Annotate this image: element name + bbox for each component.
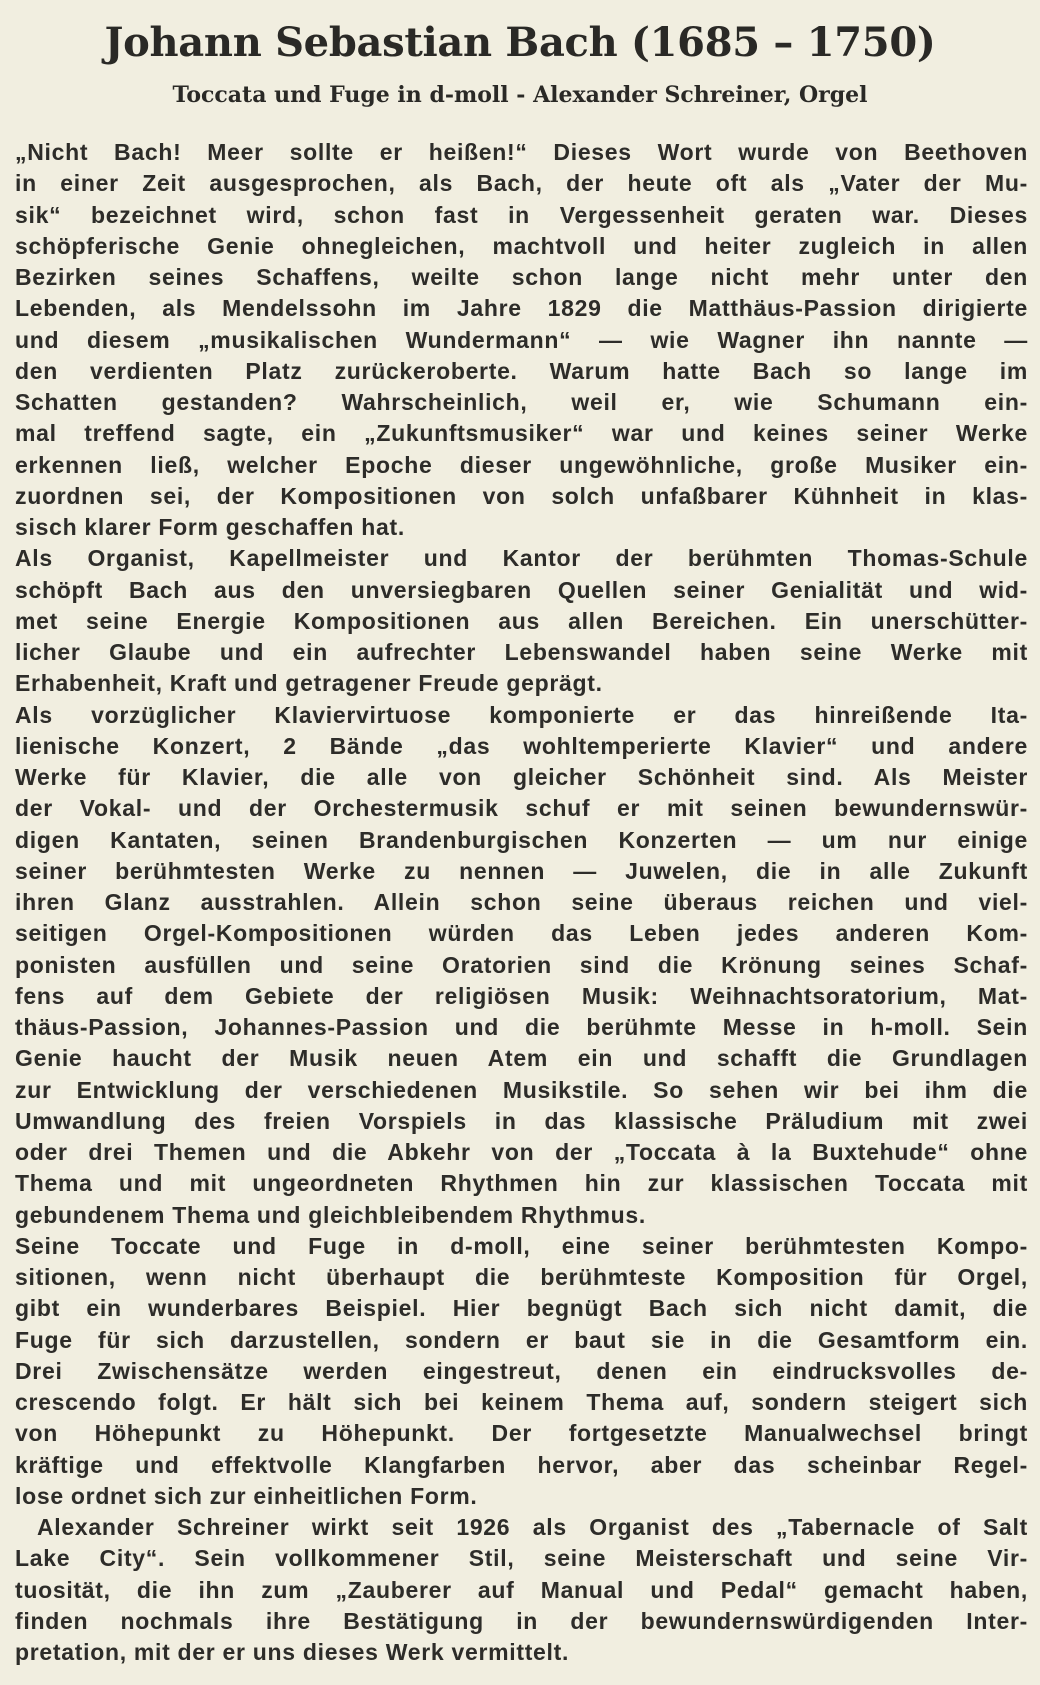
text-line: und diesem „musikalischen Wundermann“ — wie Wagner ihn nannte — — [15, 326, 1028, 353]
text-line: Thema und mit ungeordneten Rhythmen hin zur klassischen Toccata mit — [15, 1170, 1028, 1197]
text-line: sisch klarer Form geschaffen hat. — [15, 514, 405, 540]
text-line: pretation, mit der er uns dieses Werk vermittelt. — [15, 1639, 570, 1665]
text-line: Bezirken seines Schaffens, weilte schon lange nicht mehr unter den — [15, 264, 1028, 290]
text-line: sitionen, wenn nicht überhaupt die berühmteste Komposition für Orgel, — [15, 1264, 1028, 1290]
text-line: Genie haucht der Musik neuen Atem ein und schafft die Grundlagen — [15, 1045, 1028, 1072]
text-line: ihren Glanz ausstrahlen. Allein schon seine überaus reichen und viel- — [15, 889, 1028, 915]
text-line: licher Glaube und ein aufrechter Lebenswandel haben seine Werke mit — [15, 639, 1028, 665]
text-line: Lebenden, als Mendelssohn im Jahre 1829 die Matthäus-Passion dirigierte — [15, 295, 1028, 322]
paragraph — [15, 700, 1028, 1231]
text-line: gebundenem Thema und gleichbleibendem Rhythmus. — [15, 1201, 646, 1228]
text-line: seitigen Orgel-Kompositionen würden das Leben jedes anderen Kom- — [15, 920, 1028, 947]
text-line: Drei Zwischensätze werden eingestreut, denen ein eindrucksvolles de- — [15, 1357, 1028, 1384]
paragraph — [15, 137, 1028, 543]
article-body — [15, 137, 1028, 1668]
text-line: thäus-Passion, Johannes-Passion und die berühmte Messe in h-moll. Sein — [15, 1014, 1028, 1040]
text-line: seiner berühmtesten Werke zu nennen — Juwelen, die in alle Zukunft — [15, 857, 1028, 884]
text-line: gibt ein wunderbares Beispiel. Hier begnügt Bach sich nicht damit, die — [15, 1295, 1028, 1322]
text-line: der Vokal- und der Orchestermusik schuf er mit seinen bewundernswür- — [15, 795, 1028, 822]
text-line: kräftige und effektvolle Klangfarben hervor, aber das scheinbar Regel- — [15, 1451, 1028, 1478]
text-line: oder drei Themen und die Abkehr von der „Toccata à la Buxtehude“ ohne — [15, 1139, 1028, 1165]
text-line: Seine Toccate und Fuge in d-moll, eine seiner berühmtesten Kompo- — [15, 1232, 1028, 1259]
text-line: in einer Zeit ausgesprochen, als Bach, der heute oft als „Vater der Mu- — [15, 170, 1028, 197]
text-line: lienische Konzert, 2 Bände „das wohltemperierte Klavier“ und andere — [15, 732, 1028, 759]
text-line: von Höhepunkt zu Höhepunkt. Der fortgesetzte Manualwechsel bringt — [15, 1420, 1028, 1447]
text-line: Werke für Klavier, die alle von gleicher Schönheit sind. Als Meister — [15, 764, 1028, 790]
text-line: finden nochmals ihre Bestätigung in der bewundernswürdigenden Inter- — [15, 1607, 1028, 1634]
text-line: Als Organist, Kapellmeister und Kantor der berühmten Thomas-Schule — [15, 545, 1028, 572]
text-line: Alexander Schreiner wirkt seit 1926 als Organist des „Tabernacle of Salt — [37, 1514, 1028, 1540]
text-line: lose ordnet sich zur einheitlichen Form. — [15, 1482, 478, 1509]
text-line: schöpft Bach aus den unversiegbaren Quellen seiner Genialität und wid- — [15, 576, 1028, 603]
text-line: zur Entwicklung der verschiedenen Musikstile. So sehen wir bei ihm die — [15, 1076, 1028, 1103]
text-line: sik“ bezeichnet wird, schon fast in Vergessenheit geraten war. Dieses — [15, 201, 1028, 228]
text-line: tuosität, die ihn zum „Zauberer auf Manual und Pedal“ gemacht haben, — [15, 1576, 1028, 1603]
text-line: Erhabenheit, Kraft und getragener Freude geprägt. — [15, 670, 603, 697]
text-line: „Nicht Bach! Meer sollte er heißen!“ Dieses Wort wurde von Beethoven — [15, 139, 1028, 165]
text-line: Schatten gestanden? Wahrscheinlich, weil er, wie Schumann ein- — [15, 389, 1028, 415]
text-line: met seine Energie Kompositionen aus allen Bereichen. Ein unerschütter- — [15, 607, 1028, 634]
paragraph — [15, 1512, 1028, 1668]
text-line: digen Kantaten, seinen Brandenburgischen Konzerten — um nur einige — [15, 826, 1028, 853]
page-subtitle: Toccata und Fuge in d-moll - Alexander Schreiner, Orgel — [172, 82, 868, 108]
page-title: Johann Sebastian Bach (1685 – 1750) — [104, 19, 936, 66]
text-line: schöpferische Genie ohnegleichen, machtvoll und heiter zugleich in allen — [15, 232, 1028, 259]
text-line: Lake City“. Sein vollkommener Stil, seine Meisterschaft und seine Vir- — [15, 1545, 1028, 1572]
text-line: Fuge für sich darzustellen, sondern er baut sie in die Gesamtform ein. — [15, 1326, 1028, 1353]
text-line: ponisten ausfüllen und seine Oratorien sind die Krönung seines Schaf- — [15, 951, 1028, 978]
text-line: zuordnen sei, der Kompositionen von solch unfaßbarer Kühnheit in klas- — [15, 482, 1028, 509]
text-line: den verdienten Platz zurückeroberte. Warum hatte Bach so lange im — [15, 357, 1028, 384]
text-line: fens auf dem Gebiete der religiösen Musik: Weihnachtsoratorium, Mat- — [15, 982, 1028, 1009]
text-line: crescendo folgt. Er hält sich bei keinem Thema auf, sondern steigert sich — [15, 1389, 1028, 1415]
text-line: mal treffend sagte, ein „Zukunftsmusiker“ war und keines seiner Werke — [15, 420, 1028, 447]
paragraph — [15, 543, 1028, 699]
text-line: Als vorzüglicher Klaviervirtuose komponierte er das hinreißende Ita- — [15, 701, 1028, 728]
text-line: Umwandlung des freien Vorspiels in das klassische Präludium mit zwei — [15, 1107, 1028, 1134]
text-line: erkennen ließ, welcher Epoche dieser ungewöhnliche, große Musiker ein- — [15, 451, 1028, 478]
paragraph — [15, 1231, 1028, 1512]
